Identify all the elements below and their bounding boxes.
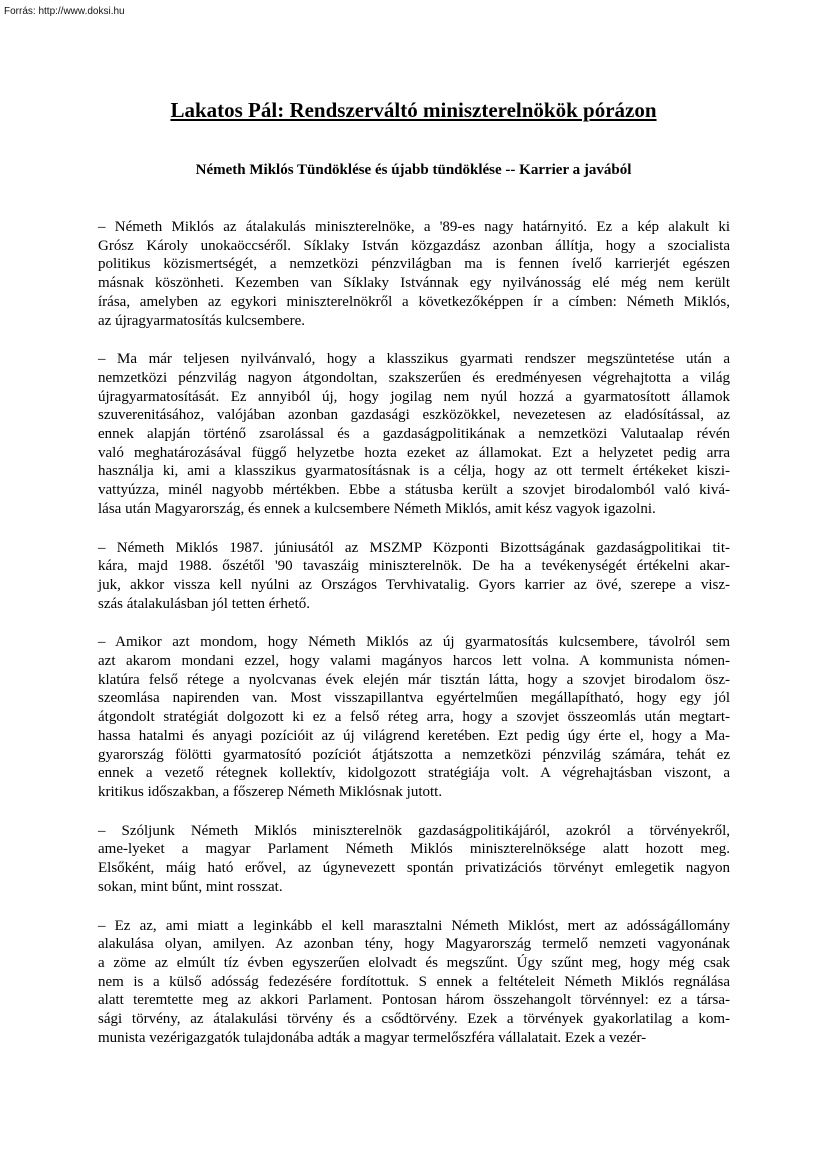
document-title: Lakatos Pál: Rendszerváltó miniszterelnökök pórázon [170, 98, 657, 122]
text-line: alakulása olyan, amilyen. Az azonban tény, hogy Magyarország termelő nemzeti vagyonának [98, 936, 730, 953]
text-line: szeomlása napirenden van. Most visszapillantva egyértelműen megállapítható, hogy egy jól [98, 690, 730, 707]
paragraph [98, 633, 730, 801]
text-line: lása után Magyarország, és ennek a kulcsembere Németh Miklós, amit kész vagyok igazolni. [98, 500, 656, 517]
text-line: ennek a vezető rétegnek kollektív, kidolgozott stratégiája volt. A végrehajtásban viszont, a [98, 765, 730, 782]
text-line: azt akarom mondani ezzel, hogy valami magányos harcos lett volna. A kommunista nómen- [98, 653, 730, 670]
text-line: kritikus időszakban, a főszerep Németh Miklósnak jutott. [98, 783, 443, 800]
paragraph [98, 539, 730, 614]
text-line: sokan, mint bűnt, mint rosszat. [98, 878, 283, 895]
text-line: írása, amelyben az egykori miniszterelnökről a következőképpen ír a címben: Németh Miklós, [98, 293, 730, 310]
text-line: Elsőként, máig ható erővel, az úgynevezett spontán privatizációs törvényt emlegetik nagyon [98, 860, 730, 877]
text-line: alatt teremtette meg az akkori Parlament. Pontosan három összehangolt törvénnyel: ez a társa- [98, 992, 730, 1009]
text-line: Grósz Károly unokaöccséről. Síklaky István közgazdász azonban állítja, hogy a szocialista [98, 237, 730, 254]
text-line: átgondolt stratégiát dolgozott ki ez a felső réteg arra, hogy a szovjet összeomlás után megtart- [98, 709, 730, 726]
text-line: ame-lyeket a magyar Parlament Németh Miklós miniszterelnöksége alatt hozott meg. [98, 841, 730, 858]
text-line: munista vezérigazgatók tulajdonába adták a magyar termelőszféra vállalatait. Ezek a vezér- [98, 1029, 647, 1046]
text-line: – Németh Miklós az átalakulás miniszterelnöke, a '89-es nagy határnyitó. Ez a kép alakult ki [98, 219, 730, 235]
text-line: nemzetközi pénzvilág nagyon átgondoltan, szakszerűen és eredményesen végrehajtotta a világ [98, 369, 730, 386]
text-line: hassa hatalmi és anyagi pozícióit az új világrend keretében. Ezt pedig úgy érte el, hogy a Ma- [98, 727, 730, 744]
text-line: szuverenitásához, valójában azonban gazdasági eszközökkel, nevezetesen az eladósítással, az [98, 407, 730, 424]
text-line: politikus közismertségét, a nemzetközi pénzvilágban ma is fennen ívelő karrierjét egészen [98, 256, 730, 273]
paragraph [98, 917, 730, 1048]
text-line: gyarország fölötti gyarmatosító pozíciót átjátszotta a nemzetközi pénzvilág számára, tehát ez [98, 746, 730, 763]
paragraph [98, 350, 730, 518]
text-line: újragyarmatosítását. Ez annyiból új, hogy jogilag nem nyúl hozzá a gyarmatosított államok [98, 388, 730, 405]
text-line: használja ki, ami a klasszikus gyarmatosításnak is a célja, hogy az ott termelt értékeket kiszi- [98, 463, 730, 480]
source-url: Forrás: http://www.doksi.hu [4, 6, 125, 17]
article-body [98, 218, 730, 1067]
text-line: – Ma már teljesen nyilvánvaló, hogy a klasszikus gyarmati rendszer megszüntetése után a [98, 351, 730, 368]
paragraph [98, 218, 730, 330]
paragraph [98, 822, 730, 897]
text-line: klatúra felső rétege a nyolcvanas évek elején már tisztán látta, hogy a szovjet birodalom ösz- [98, 671, 730, 688]
text-line: vattyúzza, minél nagyobb mértékben. Ebbe a státusba került a szovjet birodalomból való kivá- [98, 482, 730, 499]
text-line: nem is a külső adósság fedezésére fordítottuk. S ennek a feltételeit Németh Miklós regnálása [98, 973, 730, 990]
text-line: szás átalakulásban jól tetten érhető. [98, 595, 310, 612]
text-line: másnak köszönheti. Kezemben van Síklaky Istvánnak egy nyilvánosság elé még nem került [98, 275, 730, 292]
text-line: – Ez az, ami miatt a leginkább el kell marasztalni Németh Miklóst, mert az adósságállomány [98, 917, 730, 934]
text-line: ennek alapján történő zsarolással és a gazdaságpolitikának a nemzetközi Valutaalap révén [98, 426, 730, 443]
text-line: kára, majd 1988. őszétől '90 tavaszáig miniszterelnök. De ha a tevékenységét értékelni akar- [98, 558, 730, 575]
text-line: való meghatározásával függő helyzetbe hozta ezeket az államokat. Ezt a helyzetet pedig arra [98, 444, 730, 461]
document-subtitle: Németh Miklós Tündöklése és újabb tündöklése -- Karrier a javából [195, 162, 632, 178]
text-line: a zöme az elmúlt tíz évben egyszerűen elolvadt és megszűnt. Úgy szűnt meg, hogy még csak [98, 954, 730, 971]
text-line: juk, akkor vissza kell nyúlni az Országos Tervhivatalig. Gyors karrier az övé, szerepe a visz- [98, 576, 730, 593]
text-line: az újragyarmatosítás kulcsembere. [98, 312, 305, 329]
text-line: – Amikor azt mondom, hogy Németh Miklós az új gyarmatosítás kulcsembere, távolról sem [98, 634, 730, 651]
text-line: – Szóljunk Németh Miklós miniszterelnök gazdaságpolitikájáról, azokról a törvényekről, [98, 822, 730, 839]
text-line: sági törvény, az átalakulási törvény és a csődtörvény. Ezek a törvények gyakorlatilag a kom- [98, 1011, 730, 1028]
text-line: – Németh Miklós 1987. júniusától az MSZMP Központi Bizottságának gazdaságpolitikai tit- [98, 539, 730, 556]
